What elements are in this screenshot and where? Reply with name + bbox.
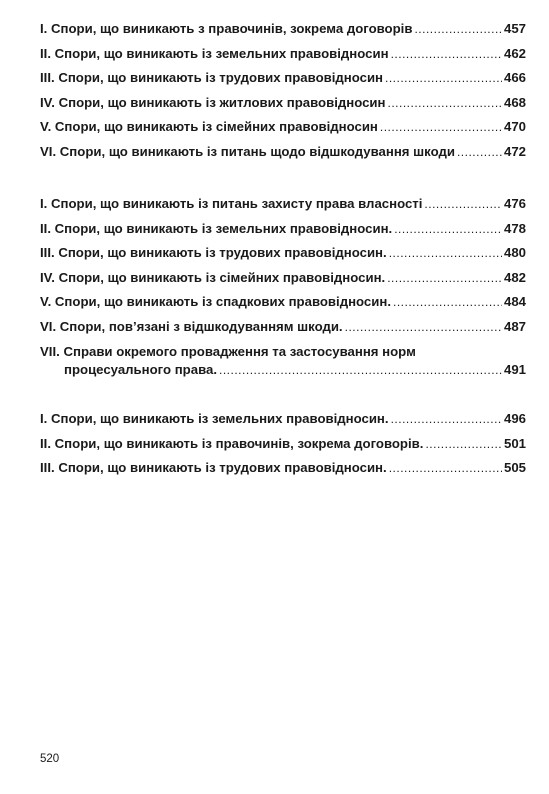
toc-entry-title: I. Спори, що виникають із питань захисту права власності <box>40 196 423 211</box>
toc-entry-page: 482 <box>503 269 526 285</box>
dot-leader <box>387 271 502 285</box>
toc-entry[interactable] <box>40 411 526 436</box>
toc-entry-title: II. Спори, що виникають із правочинів, зокрема договорів. <box>40 435 424 451</box>
toc-entry-title: VI. Спори, що виникають із питань щодо відшкодування шкоди <box>40 143 455 159</box>
dot-leader <box>414 22 502 36</box>
toc-entry-title: II. Спори, що виникають із земельних правовідносин <box>40 45 389 61</box>
dot-leader <box>457 145 502 159</box>
toc-entry-title: II. Спори, що виникають із земельних правовідносин. <box>40 220 393 236</box>
dot-leader <box>393 295 502 309</box>
toc-entry[interactable] <box>40 21 526 46</box>
toc-entry-page: 484 <box>503 294 526 310</box>
toc-entry-page: 470 <box>503 119 526 135</box>
toc-entry-title: IV. Спори, що виникають із сімейних правовідносин. <box>40 269 386 285</box>
toc-entry-line2 <box>40 362 526 377</box>
toc-entry[interactable] <box>40 270 526 295</box>
toc-entry-title: I. Спори, що виникають з правочинів, зокрема договорів <box>40 21 413 36</box>
toc-entry[interactable] <box>40 119 526 144</box>
dot-leader <box>391 412 502 426</box>
dot-leader <box>385 71 502 85</box>
dot-leader <box>389 246 502 260</box>
toc-entry-page: 476 <box>503 196 526 211</box>
toc-entry-page: 466 <box>503 70 526 86</box>
toc-entry-title: III. Спори, що виникають із трудових правовідносин. <box>40 245 387 261</box>
toc-entry-title: V. Спори, що виникають із спадкових правовідносин. <box>40 294 391 310</box>
toc-section-1 <box>40 21 526 169</box>
toc-entry-title: VI. Спори, пов’язані з відшкодуванням шкоди. <box>40 318 343 334</box>
dot-leader <box>425 437 502 451</box>
dot-leader <box>389 461 502 475</box>
dot-leader <box>391 47 502 61</box>
toc-entry-page: 491 <box>503 361 526 377</box>
toc-entry-title: I. Спори, що виникають із земельних правовідносин. <box>40 411 389 426</box>
toc-entry-page: 487 <box>503 318 526 334</box>
page-number: 520 <box>40 753 60 765</box>
toc-entry-title: III. Спори, що виникають із трудових правовідносин. <box>40 460 387 476</box>
dot-leader <box>380 120 502 134</box>
toc-entry[interactable] <box>40 70 526 95</box>
toc-entry[interactable] <box>40 221 526 246</box>
toc-entry-title: V. Спори, що виникають із сімейних правовідносин <box>40 119 378 135</box>
toc-entry-title: III. Спори, що виникають із трудових правовідносин <box>40 70 384 86</box>
toc-entry[interactable] <box>40 344 526 384</box>
toc-section-2 <box>40 196 526 384</box>
toc-entry[interactable] <box>40 460 526 485</box>
dot-leader <box>345 320 502 334</box>
toc-entry-page: 501 <box>503 435 526 451</box>
dot-leader <box>394 222 502 236</box>
toc-entry[interactable] <box>40 46 526 71</box>
toc-entry-title-line1: VII. Справи окремого провадження та застосування норм <box>40 343 416 359</box>
toc-entry-page: 472 <box>503 143 526 159</box>
toc-entry-page: 480 <box>503 245 526 261</box>
toc-section-3 <box>40 411 526 485</box>
toc-entry-title: IV. Спори, що виникають із житлових правовідносин <box>40 94 386 110</box>
toc-entry[interactable] <box>40 319 526 344</box>
toc-entry[interactable] <box>40 436 526 461</box>
toc-entry-page: 468 <box>503 94 526 110</box>
toc-entry[interactable] <box>40 95 526 120</box>
toc-entry-page: 505 <box>503 460 526 476</box>
dot-leader <box>219 363 502 377</box>
toc-entry-page: 457 <box>503 21 526 36</box>
toc-entry-page: 496 <box>503 411 526 426</box>
dot-leader <box>388 96 502 110</box>
toc-entry[interactable] <box>40 144 526 169</box>
toc-entry[interactable] <box>40 294 526 319</box>
toc-entry[interactable] <box>40 245 526 270</box>
toc-entry[interactable] <box>40 196 526 221</box>
toc-entry-title-line2: процесуального права. <box>64 361 218 377</box>
dot-leader <box>424 197 502 211</box>
toc-entry-page: 462 <box>503 45 526 61</box>
toc-entry-page: 478 <box>503 220 526 236</box>
